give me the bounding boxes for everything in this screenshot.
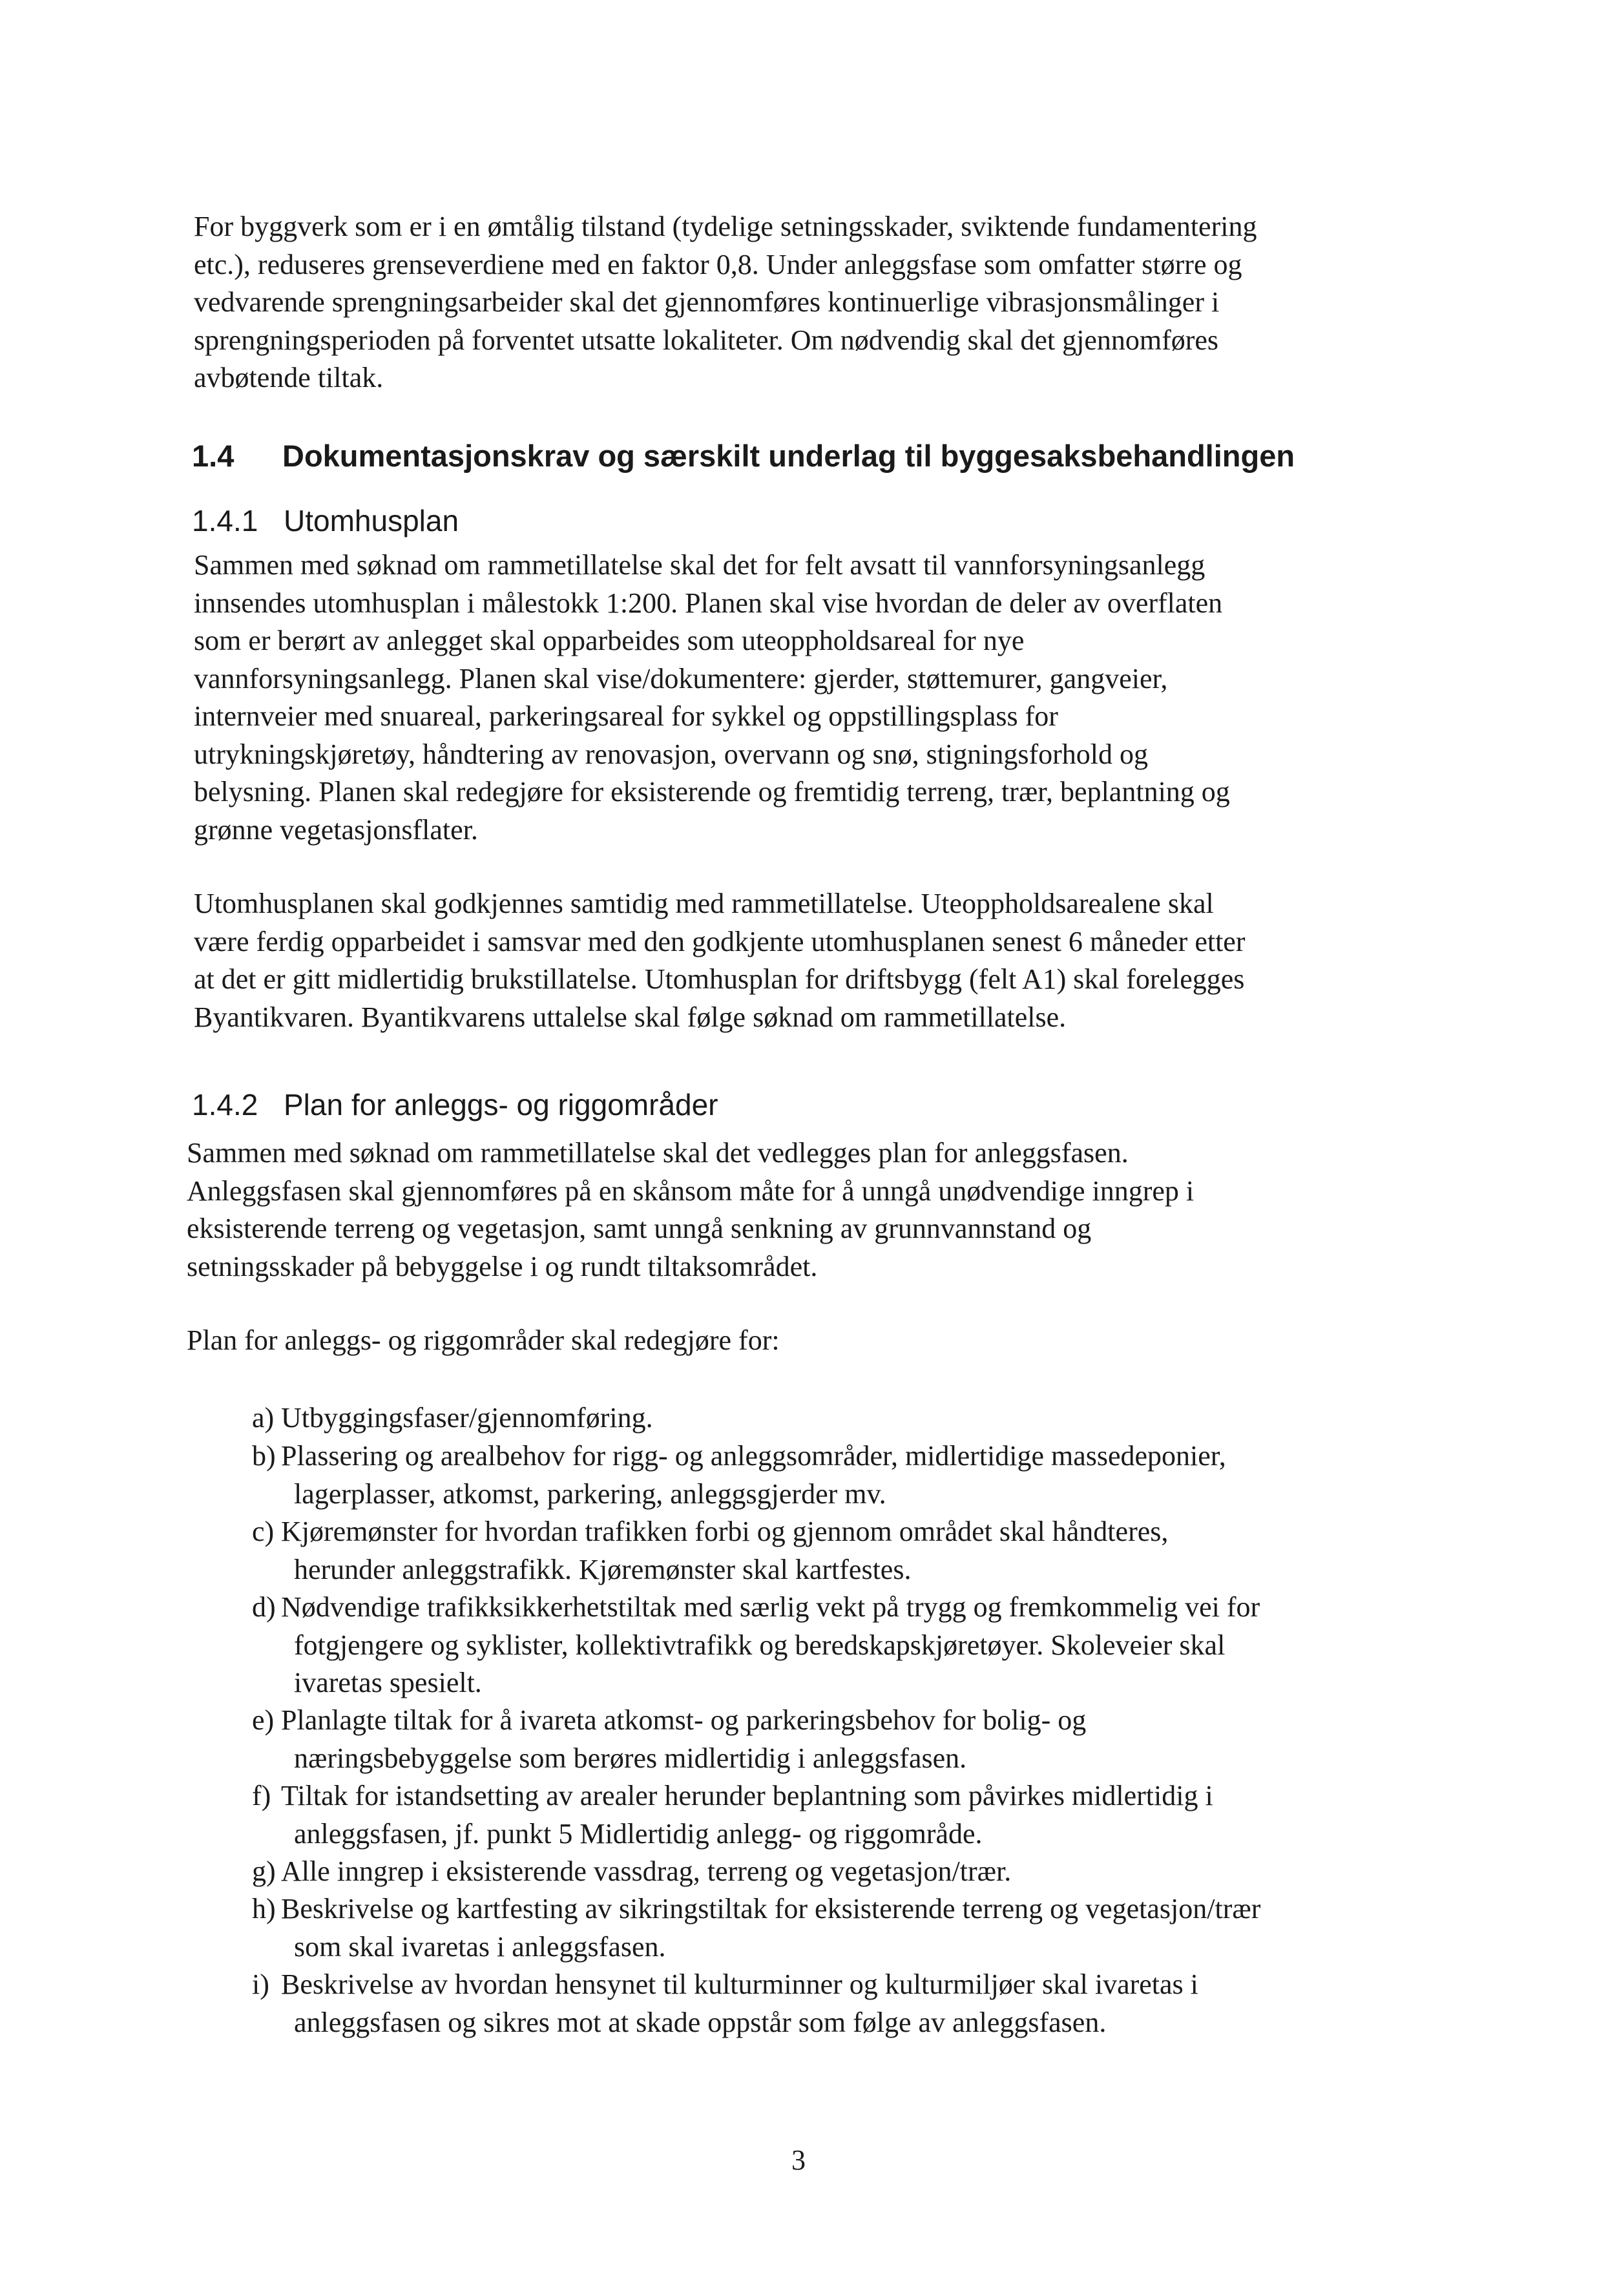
text-line: sprengningsperioden på forventet utsatte lokaliteter. Om nødvendig skal det gjennomføres [194, 324, 1219, 356]
list-text [281, 1513, 1168, 1589]
section-heading-1-4-1 [192, 501, 459, 540]
riggomrader-paragraph-1 [187, 1134, 1194, 1286]
text-line: Alle inngrep i eksisterende vassdrag, terreng og vegetasjon/trær. [281, 1855, 1012, 1887]
section-title: Utomhusplan [284, 504, 459, 537]
intro-paragraph [194, 208, 1257, 397]
utomhusplan-paragraph-1 [194, 547, 1230, 849]
text-line: ivaretas spesielt. [294, 1667, 482, 1698]
list-label: f) [252, 1780, 271, 1811]
text-line: anleggsfasen, jf. punkt 5 Midlertidig anlegg- og riggområde. [294, 1817, 983, 1850]
list-label: b) [252, 1440, 276, 1472]
list-text [281, 1589, 1260, 1702]
utomhusplan-paragraph-2 [194, 885, 1245, 1036]
list-intro [187, 1322, 780, 1360]
text-line: være ferdig opparbeidet i samsvar med den godkjente utomhusplanen senest 6 måneder etter [194, 925, 1246, 957]
text-line: Utbyggingsfaser/gjennomføring. [281, 1402, 653, 1434]
list-text [281, 1890, 1260, 1966]
text-line: Sammen med søknad om rammetillatelse skal det for felt avsatt til vannforsyningsanlegg [194, 549, 1206, 581]
text-line: Anleggsfasen skal gjennomføres på en skånsom måte for å unngå unødvendige inngrep i [187, 1174, 1195, 1207]
section-number: 1.4 [192, 439, 235, 473]
text-line: Beskrivelse av hvordan hensynet til kulturminner og kulturmiljøer skal ivaretas i [281, 1968, 1198, 2000]
page-number: 3 [791, 2144, 806, 2176]
text-line: at det er gitt midlertidig brukstillatelse. Utomhusplan for driftsbygg (felt A1) skal forelegges [194, 963, 1245, 995]
text-line: Tiltak for istandsetting av arealer herunder beplantning som påvirkes midlertidig i [281, 1780, 1213, 1811]
section-heading-1-4-2 [192, 1085, 718, 1124]
text-line: avbøtende tiltak. [194, 362, 384, 393]
text-line: Beskrivelse og kartfesting av sikringstiltak for eksisterende terreng og vegetasjon/trær [281, 1893, 1261, 1925]
text-line: Kjøremønster for hvordan trafikken forbi og gjennom området skal håndteres, [281, 1516, 1169, 1547]
text-line: Byantikvaren. Byantikvarens uttalelse skal følge søknad om rammetillatelse. [194, 1001, 1067, 1033]
text-line: etc.), reduseres grenseverdiene med en faktor 0,8. Under anleggsfase som omfatter større og [194, 248, 1242, 280]
text-line: internveier med snuareal, parkeringsareal for sykkel og oppstillingsplass for [194, 700, 1058, 732]
text-line: fotgjengere og syklister, kollektivtrafikk og beredskapskjøretøyer. Skoleveier skal [294, 1629, 1226, 1661]
text-line: setningsskader på bebyggelse i og rundt tiltaksområdet. [187, 1250, 818, 1282]
list-label: a) [252, 1402, 275, 1434]
text-line: næringsbebyggelse som berøres midlertidig i anleggsfasen. [294, 1742, 967, 1774]
text-line: herunder anleggstrafikk. Kjøremønster skal kartfestes. [294, 1553, 912, 1585]
list-label: c) [252, 1516, 275, 1547]
text-line: Plan for anleggs- og riggområder skal redegjøre for: [187, 1324, 780, 1356]
list-label: i) [252, 1968, 269, 2000]
list-text [281, 1437, 1226, 1513]
text-line: innsendes utomhusplan i målestokk 1:200. Planen skal vise hvordan de deler av overflaten [194, 587, 1223, 619]
list-label: g) [252, 1855, 276, 1887]
section-heading-1-4 [192, 437, 1295, 475]
list-text [281, 1702, 1086, 1777]
text-line: Plassering og arealbehov for rigg- og anleggsområder, midlertidige massedeponier, [281, 1440, 1226, 1472]
text-line: grønne vegetasjonsflater. [194, 813, 478, 846]
text-line: For byggverk som er i en ømtålig tilstand (tydelige setningsskader, sviktende fundamentering [194, 211, 1257, 242]
text-line: vannforsyningsanlegg. Planen skal vise/dokumentere: gjerder, støttemurer, gangveier, [194, 662, 1168, 694]
list-text [281, 1777, 1213, 1853]
section-number: 1.4.2 [192, 1088, 258, 1122]
text-line: eksisterende terreng og vegetasjon, samt unngå senkning av grunnvannstand og [187, 1213, 1092, 1244]
text-line: Planlagte tiltak for å ivareta atkomst- og parkeringsbehov for bolig- og [281, 1704, 1087, 1736]
list-label: d) [252, 1591, 276, 1623]
list-label: h) [252, 1893, 276, 1925]
text-line: belysning. Planen skal redegjøre for eksisterende og fremtidig terreng, trær, beplantning og [194, 776, 1230, 808]
text-line: som skal ivaretas i anleggsfasen. [294, 1930, 666, 1963]
list-text [281, 1966, 1198, 2041]
list-text [281, 1853, 1011, 1891]
text-line: lagerplasser, atkomst, parkering, anleggsgjerder mv. [294, 1477, 886, 1510]
list-label: e) [252, 1704, 275, 1736]
text-line: Sammen med søknad om rammetillatelse skal det vedlegges plan for anleggsfasen. [187, 1137, 1129, 1169]
list-text [281, 1399, 653, 1437]
text-line: anleggsfasen og sikres mot at skade oppstår som følge av anleggsfasen. [294, 2006, 1107, 2038]
text-line: som er berørt av anlegget skal opparbeides som uteoppholdsareal for nye [194, 625, 1025, 656]
section-title: Plan for anleggs- og riggområder [284, 1088, 718, 1122]
text-line: utrykningskjøretøy, håndtering av renovasjon, overvann og snø, stigningsforhold og [194, 738, 1149, 770]
text-line: Nødvendige trafikksikkerhetstiltak med særlig vekt på trygg og fremkommelig vei for [281, 1591, 1260, 1623]
text-line: Utomhusplanen skal godkjennes samtidig med rammetillatelse. Uteoppholdsarealene skal [194, 888, 1214, 919]
section-number: 1.4.1 [192, 504, 258, 537]
section-title: Dokumentasjonskrav og særskilt underlag til byggesaksbehandlingen [282, 439, 1295, 473]
text-line: vedvarende sprengningsarbeider skal det gjennomføres kontinuerlige vibrasjonsmålinger i [194, 286, 1220, 318]
